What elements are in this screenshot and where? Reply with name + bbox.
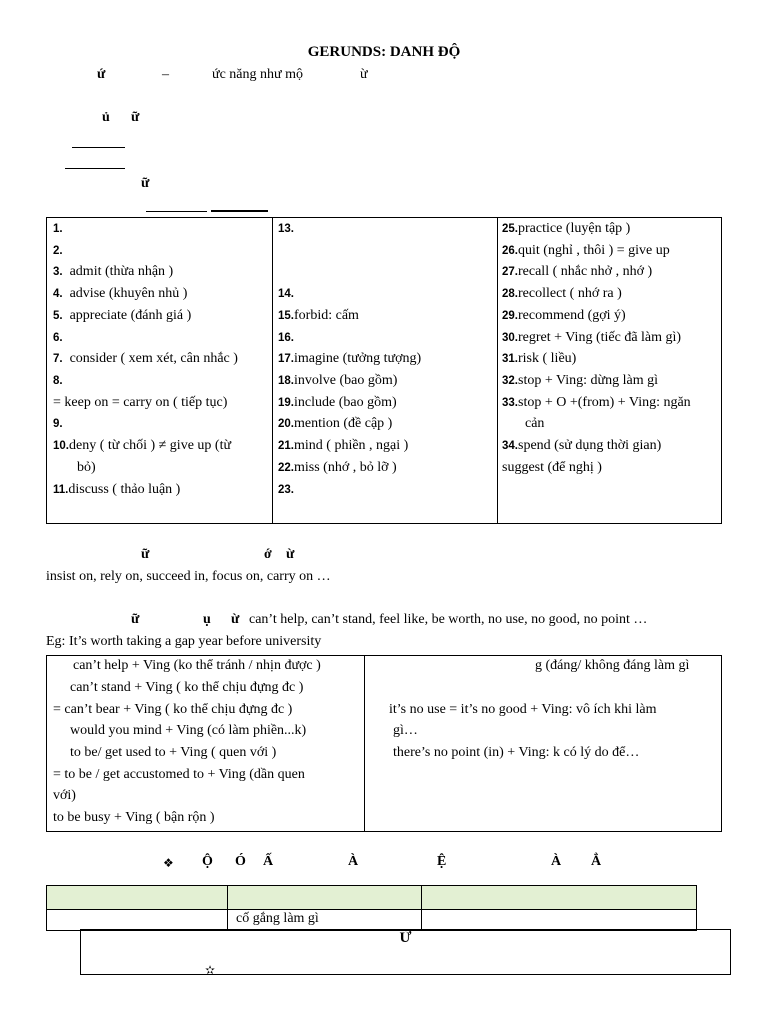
heading-a-2: ữ <box>131 110 140 125</box>
section4-l2: Ó <box>235 854 246 869</box>
blank-line-3 <box>146 211 207 212</box>
list-item: 17.imagine (tưởng tượng) <box>278 351 422 366</box>
list-item: cản <box>525 416 545 431</box>
heading-b: ữ <box>141 176 150 191</box>
intro-dash: – <box>162 67 169 82</box>
list-item: 10.deny ( từ chối ) ≠ give up (từ <box>53 438 232 453</box>
list-item: gì… <box>393 723 418 738</box>
verbs-col-2 <box>272 218 498 523</box>
list-item: 6. <box>53 332 63 344</box>
list-item: it’s no use = it’s no good + Ving: vô ích khi làm <box>389 702 657 717</box>
diamond-bullet-icon: ❖ <box>163 856 174 870</box>
section2-text: insist on, rely on, succeed in, focus on, carry on … <box>46 569 331 584</box>
list-item: 8. <box>53 375 63 387</box>
list-item: 2. <box>53 245 63 257</box>
list-item: 28.recollect ( nhớ ra ) <box>502 286 622 301</box>
intro-a: ứ <box>97 67 106 82</box>
list-item: can’t stand + Ving ( ko thể chịu đựng đc ) <box>70 680 304 695</box>
section4-l4: À <box>348 854 359 869</box>
list-item: can’t help + Ving (ko thể tránh / nhịn được ) <box>73 658 321 673</box>
expressions-table <box>46 655 722 832</box>
section3-h1: ữ <box>131 612 140 627</box>
intro-c: ừ <box>360 67 368 82</box>
section4-l5: Ệ <box>437 854 447 869</box>
table-divider <box>364 656 365 831</box>
list-item: 29.recommend (gợi ý) <box>502 308 626 323</box>
blank-line-1 <box>72 147 125 148</box>
list-item: 1. <box>53 223 63 235</box>
section4-l7: Ẳ <box>591 854 602 869</box>
heading-a-1: ủ <box>102 110 110 125</box>
list-item: 23. <box>278 484 294 496</box>
list-item: 3. admit (thừa nhận ) <box>53 264 174 279</box>
list-item: 19.include (bao gồm) <box>278 395 397 410</box>
table-divider <box>227 886 228 930</box>
star-icon: ✫ <box>205 963 216 977</box>
list-item: bỏ) <box>77 460 96 475</box>
section4-l1: Ộ <box>202 854 213 869</box>
list-item: 4. advise (khuyên nhủ ) <box>53 286 188 301</box>
section3-text: can’t help, can’t stand, feel like, be worth, no use, no good, no point … <box>249 612 648 627</box>
title-part1: GERUNDS: DANH ĐỘ <box>307 44 461 60</box>
section3-h3: ừ <box>231 612 240 627</box>
list-item: 18.involve (bao gồm) <box>278 373 398 388</box>
list-item: 31.risk ( liều) <box>502 351 577 366</box>
list-item: = keep on = carry on ( tiếp tục) <box>53 395 228 410</box>
section2-h3: ừ <box>286 547 295 562</box>
section4-l3: Ấ <box>263 854 274 869</box>
list-item: 5. appreciate (đánh giá ) <box>53 308 192 323</box>
verbs-col-1 <box>47 218 273 523</box>
section3-example: Eg: It’s worth taking a gap year before university <box>46 634 322 649</box>
verbs-col-3 <box>497 218 723 523</box>
title-part2: Ừ <box>80 929 731 975</box>
list-item: there’s no point (in) + Ving: k có lý do để… <box>393 745 640 760</box>
list-item: 16. <box>278 332 294 344</box>
section4-l6: À <box>551 854 562 869</box>
comparison-table <box>46 885 697 931</box>
list-item: 7. consider ( xem xét, cân nhắc ) <box>53 351 238 366</box>
intro-b: ức năng như mộ <box>212 67 303 82</box>
blank-line-2 <box>65 168 125 169</box>
verbs-table <box>46 217 722 524</box>
list-item: 11.discuss ( thảo luận ) <box>53 482 181 497</box>
blank-line-4 <box>211 210 268 212</box>
list-item: 34.spend (sử dụng thời gian) <box>502 438 662 453</box>
list-item: to be busy + Ving ( bận rộn ) <box>53 810 215 825</box>
list-item: to be/ get used to + Ving ( quen với ) <box>70 745 277 760</box>
table-divider <box>421 886 422 930</box>
list-item: 15.forbid: cấm <box>278 308 359 323</box>
list-item: 14. <box>278 288 294 300</box>
list-item: 30.regret + Ving (tiếc đã làm gì) <box>502 330 682 345</box>
list-item: với) <box>53 788 76 803</box>
section2-h1: ữ <box>141 547 150 562</box>
list-item: 32.stop + Ving: dừng làm gì <box>502 373 658 388</box>
list-item: 13. <box>278 223 294 235</box>
list-item: 20.mention (đề cập ) <box>278 416 393 431</box>
table-header-row <box>47 886 696 910</box>
table-cell: cố gắng làm gì <box>236 911 319 926</box>
list-item: g (đáng/ không đáng làm gì <box>535 658 690 673</box>
list-item: 25.practice (luyện tập ) <box>502 221 631 236</box>
list-item: = can’t bear + Ving ( ko thể chịu đựng đc ) <box>53 702 293 717</box>
list-item: would you mind + Ving (có làm phiền...k) <box>70 723 307 738</box>
list-item: 22.miss (nhớ , bỏ lỡ ) <box>278 460 397 475</box>
section2-h2: ớ <box>264 547 272 562</box>
list-item: 21.mind ( phiền , ngại ) <box>278 438 409 453</box>
section3-h2: ụ <box>203 612 211 627</box>
list-item: = to be / get accustomed to + Ving (dần quen <box>53 767 305 782</box>
list-item: 26.quit (nghỉ , thôi ) = give up <box>502 243 670 258</box>
list-item: 9. <box>53 418 63 430</box>
list-item: 27.recall ( nhắc nhở , nhớ ) <box>502 264 653 279</box>
list-item: 33.stop + O +(from) + Ving: ngăn <box>502 395 691 410</box>
list-item: suggest (để nghị ) <box>502 460 602 475</box>
